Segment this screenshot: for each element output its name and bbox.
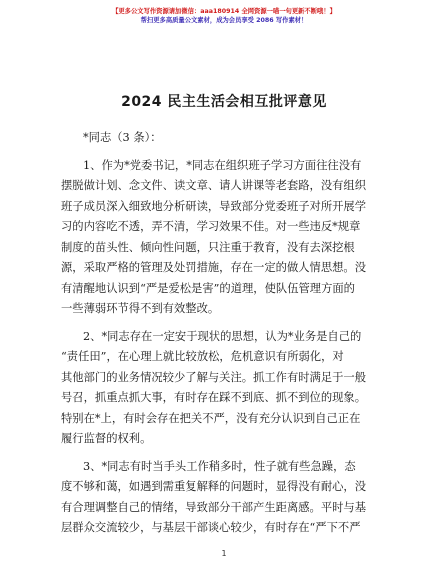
paragraph-line: 其他部门的业务情况较少了解与关注。抓工作有时满足于一般 <box>61 370 367 384</box>
paragraph-line: 一些薄弱环节得不到有效整改。 <box>61 302 220 315</box>
page-number: 1 <box>221 549 227 558</box>
paragraph-line: 特别在*上，有时会存在把关不严，没有充分认识到自己正在 <box>61 411 361 425</box>
paragraph-3 <box>61 457 387 539</box>
paragraph-line: 3、*同志有时当手头工作稍多时，性子就有些急躁，态 <box>83 459 356 473</box>
paragraph-line: 摆脱做计划、念文件、读文章、请人讲课等老套路，没有组织 <box>61 179 367 192</box>
paragraph-line: 度不够和蔼，如遇到需重复解释的问题时，显得没有耐心，没 <box>61 480 367 493</box>
banner-member-line: 帮扫更多高质量公文素材，成为会员享受 2086 写作素材！ <box>140 17 308 24</box>
document-body <box>61 128 387 539</box>
paragraph-line: 班子成员深入细致地分析研读，导致部分党委班子对所开展学 <box>61 199 367 213</box>
paragraph-line: 有清醒地认识到“严是爱松是害”的道理，使队伍管理方面的 <box>61 281 355 295</box>
banner-promo-line: 【更多公文写作资源请加微信：aaa180914 全网资源一喵一句更新不断哦！】 <box>112 8 336 15</box>
paragraph-1 <box>61 156 387 320</box>
document-title: 2024 民主生活会相互批评意见 <box>121 94 327 110</box>
paragraph-line: 习的内容吃不透，弄不清，学习效果不佳。对一些违反*规章 <box>61 220 361 233</box>
header-banner <box>0 7 448 25</box>
paragraph-line: 有合理调整自己的情绪，导致部分干部产生距离感。平时与基 <box>61 500 367 514</box>
paragraph-line: 层群众交流较少，与基层干部谈心较少，有时存在“严下不严 <box>61 521 361 534</box>
paragraph-line: 2、*同志存在一定安于现状的思想，认为*业务是自己的 <box>83 329 362 343</box>
paragraph-2 <box>61 327 387 450</box>
paragraph-line: “责任田”，在心理上就比较放松，危机意识有所弱化，对 <box>61 350 344 363</box>
paragraph-line: 制度的苗头性、倾向性问题，只注重于教育，没有去深挖根 <box>61 240 355 254</box>
paragraph-line: 源，采取严格的管理及处罚措施，存在一定的做人情思想。没 <box>61 261 367 274</box>
paragraph-line: 1、作为*党委书记，*同志在组织班子学习方面往往没有 <box>83 158 362 172</box>
paragraph-line: 号召，抓重点抓大事，有时存在踩不到底、抓不到位的现象。 <box>61 391 367 404</box>
intro-line: *同志（3 条）： <box>83 131 162 144</box>
paragraph-line: 履行监督的权利。 <box>61 432 152 445</box>
